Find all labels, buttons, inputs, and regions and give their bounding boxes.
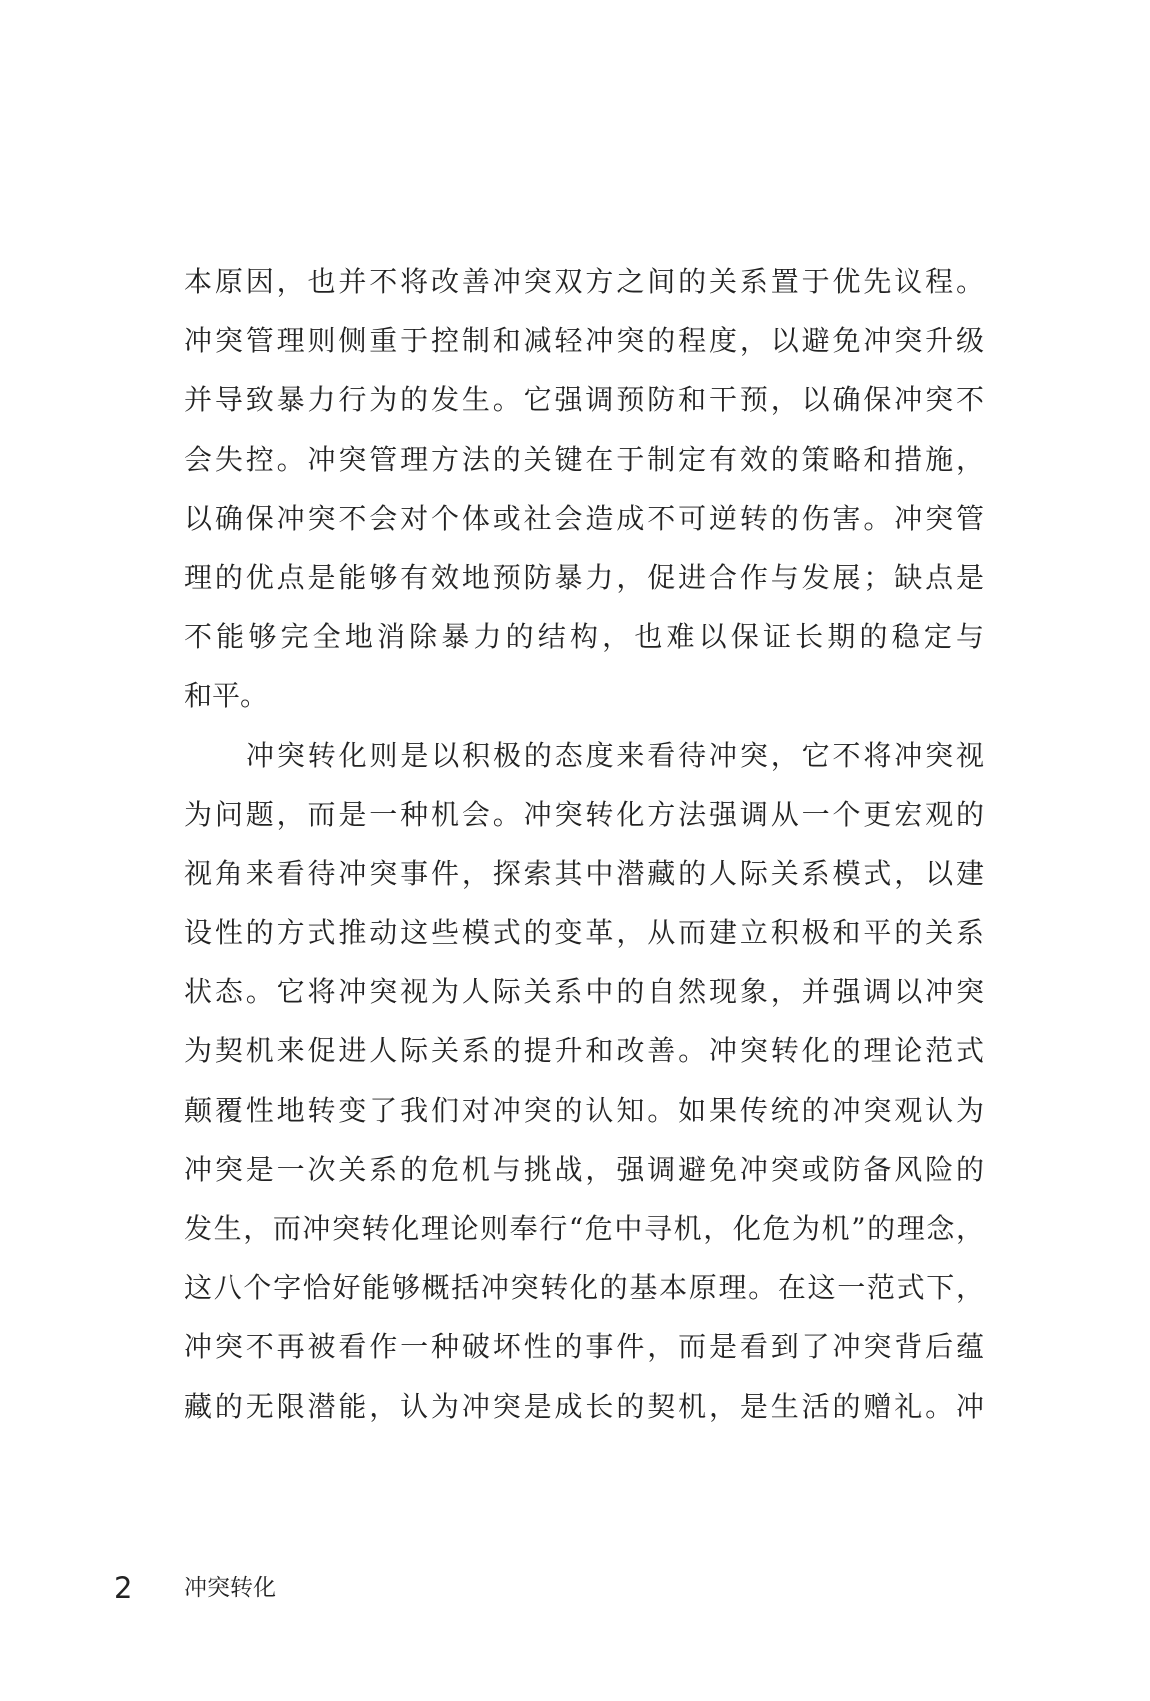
page-number: 2 — [114, 1571, 133, 1605]
text-line: 冲突不再被看作一种破坏性的事件，而是看到了冲突背后蕴 — [184, 1330, 984, 1364]
text-line: 这八个字恰好能够概括冲突转化的基本原理。在这一范式下， — [184, 1271, 984, 1305]
text-line: 发生，而冲突转化理论则奉行“危中寻机，化危为机”的理念， — [184, 1212, 984, 1245]
text-line: 会失控。冲突管理方法的关键在于制定有效的策略和措施， — [184, 442, 984, 476]
text-line: 设性的方式推动这些模式的变革，从而建立积极和平的关系 — [184, 916, 984, 950]
text-line: 视角来看待冲突事件，探索其中潜藏的人际关系模式，以建 — [184, 856, 984, 890]
text-line: 颠覆性地转变了我们对冲突的认知。如果传统的冲突观认为 — [184, 1093, 984, 1127]
text-line: 冲突是一次关系的危机与挑战，强调避免冲突或防备风险的 — [184, 1152, 984, 1186]
page-footer — [0, 1568, 1150, 1608]
text-line: 以确保冲突不会对个体或社会造成不可逆转的伤害。冲突管 — [184, 501, 984, 535]
text-line: 并导致暴力行为的发生。它强调预防和干预，以确保冲突不 — [184, 383, 984, 417]
text-line: 状态。它将冲突视为人际关系中的自然现象，并强调以冲突 — [184, 975, 984, 1009]
text-line: 理的优点是能够有效地预防暴力，促进合作与发展；缺点是 — [184, 560, 984, 594]
body-text — [184, 252, 984, 1436]
running-title: 冲突转化 — [184, 1575, 276, 1601]
text-line: 为契机来促进人际关系的提升和改善。冲突转化的理论范式 — [184, 1034, 984, 1068]
text-line: 藏的无限潜能，认为冲突是成长的契机，是生活的赠礼。冲 — [184, 1389, 984, 1423]
text-line: 冲突管理则侧重于控制和减轻冲突的程度，以避免冲突升级 — [184, 324, 984, 358]
text-line: 不能够完全地消除暴力的结构，也难以保证长期的稳定与 — [184, 620, 984, 654]
paragraph-start-line: 冲突转化则是以积极的态度来看待冲突，它不将冲突视 — [246, 738, 984, 772]
text-line: 为问题，而是一种机会。冲突转化方法强调从一个更宏观的 — [184, 797, 984, 831]
text-line: 和平。 — [184, 679, 269, 713]
text-line: 本原因，也并不将改善冲突双方之间的关系置于优先议程。 — [184, 265, 984, 298]
